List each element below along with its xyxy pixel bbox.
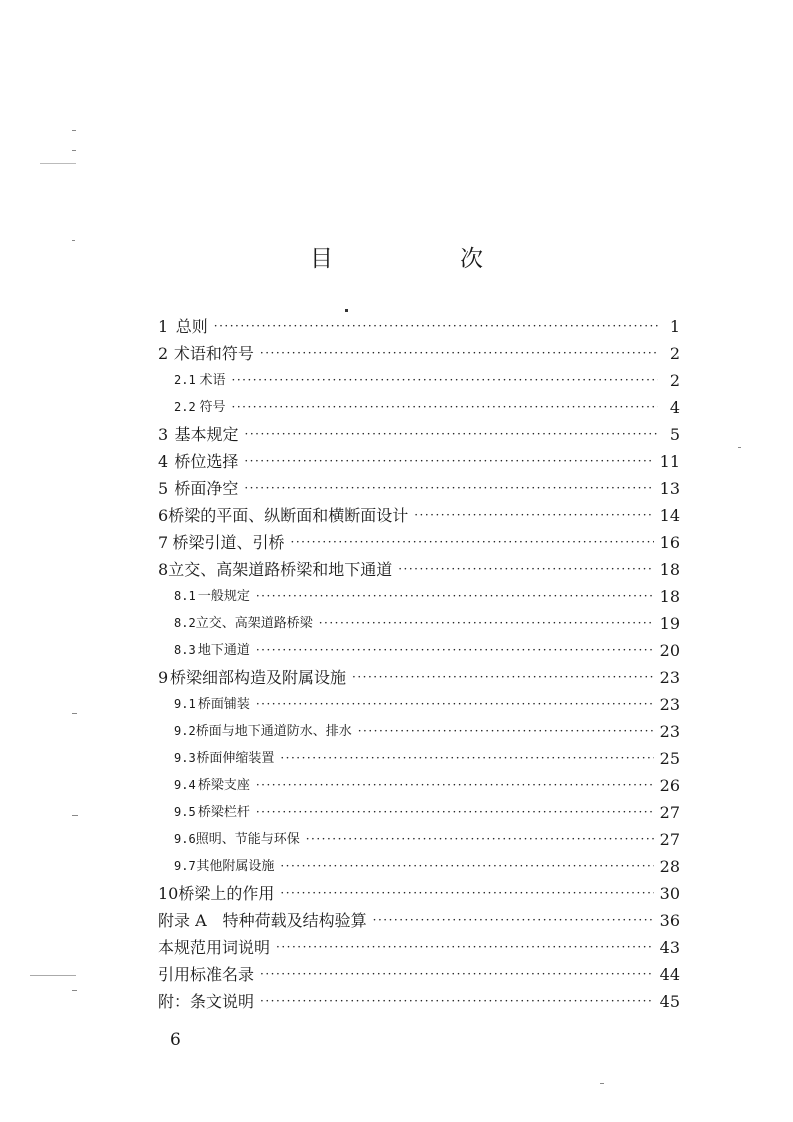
dot-leader bbox=[358, 718, 654, 745]
toc-page-number: 1 bbox=[669, 317, 680, 336]
toc-number: 2.1 bbox=[174, 373, 196, 387]
toc-number: 8.1 bbox=[174, 589, 196, 603]
toc-number: 8.3 bbox=[174, 643, 196, 657]
toc-page-number: 11 bbox=[659, 452, 680, 471]
toc-title: 引用标准名录 bbox=[158, 965, 255, 984]
dot-leader bbox=[352, 664, 654, 691]
toc-title: 桥梁引道、引桥 bbox=[172, 533, 285, 552]
toc-page-number: 19 bbox=[659, 614, 680, 633]
dot-leader bbox=[232, 367, 658, 394]
dot-leader bbox=[276, 934, 654, 961]
toc-subentry bbox=[158, 799, 680, 826]
toc-title: 附录 A 特种荷载及结构验算 bbox=[158, 911, 367, 930]
toc-number: 9.3 bbox=[174, 751, 196, 765]
dot-leader bbox=[414, 502, 653, 529]
toc-page-number: 2 bbox=[669, 371, 680, 390]
toc-page-number: 27 bbox=[659, 830, 680, 849]
toc-subentry bbox=[158, 691, 680, 718]
dot-leader bbox=[256, 772, 654, 799]
toc-title: 桥面与地下通道防水、排水 bbox=[195, 724, 352, 739]
dot-leader bbox=[256, 691, 654, 718]
toc-page-number: 5 bbox=[669, 425, 680, 444]
toc-number: 9.6 bbox=[174, 832, 196, 846]
dot-leader bbox=[280, 880, 653, 907]
dot-leader bbox=[260, 988, 654, 1015]
toc-page-number: 23 bbox=[659, 695, 680, 714]
page-number: 6 bbox=[170, 1030, 181, 1050]
dot-leader bbox=[244, 475, 653, 502]
toc-page-number: 2 bbox=[669, 344, 680, 363]
toc-title: 桥面伸缩装置 bbox=[196, 751, 275, 766]
toc-title: 地下通道 bbox=[197, 643, 250, 658]
toc-page-number: 14 bbox=[659, 506, 680, 525]
toc-number: 4 bbox=[158, 452, 169, 471]
toc-title: 基本规定 bbox=[174, 425, 239, 444]
toc-page-number: 18 bbox=[659, 587, 680, 606]
toc-title: 桥面净空 bbox=[174, 479, 239, 498]
dot-leader bbox=[256, 583, 654, 610]
toc-page-number: 25 bbox=[659, 749, 680, 768]
toc-number: 8.2 bbox=[174, 616, 196, 630]
toc-subentry bbox=[158, 745, 680, 772]
dot-leader bbox=[214, 313, 658, 340]
toc-number: 2 bbox=[158, 344, 169, 363]
toc-entry bbox=[158, 907, 680, 934]
toc-subentry bbox=[158, 853, 680, 880]
toc-title: 本规范用词说明 bbox=[158, 938, 271, 957]
toc-page-number: 36 bbox=[659, 911, 680, 930]
toc-number: 9 bbox=[158, 668, 169, 687]
toc-entry bbox=[158, 961, 680, 988]
toc-number: 9.4 bbox=[174, 778, 196, 792]
toc-page-number: 28 bbox=[659, 857, 680, 876]
toc-title: 符号 bbox=[199, 400, 226, 415]
toc-title: 照明、节能与环保 bbox=[195, 832, 300, 847]
toc-number: 9.1 bbox=[174, 697, 196, 711]
dot-leader bbox=[291, 529, 654, 556]
page-title: 目 次 bbox=[310, 246, 535, 272]
toc-subentry bbox=[158, 718, 680, 745]
toc-page-number: 30 bbox=[659, 884, 680, 903]
toc-title: 附：条文说明 bbox=[158, 992, 255, 1011]
toc-number: 9.2 bbox=[174, 724, 196, 738]
toc-page-number: 4 bbox=[669, 398, 680, 417]
dot-leader bbox=[232, 394, 658, 421]
toc-subentry bbox=[158, 394, 680, 421]
toc-page-number: 45 bbox=[659, 992, 680, 1011]
toc-subentry bbox=[158, 772, 680, 799]
toc-title: 总则 bbox=[175, 317, 208, 336]
toc-subentry bbox=[158, 367, 680, 394]
toc-entry bbox=[158, 421, 680, 448]
toc-page-number: 43 bbox=[659, 938, 680, 957]
toc-page-number: 26 bbox=[659, 776, 680, 795]
dot-leader bbox=[280, 853, 653, 880]
dot-leader bbox=[260, 961, 654, 988]
toc-page-number: 23 bbox=[659, 668, 680, 687]
dot-leader bbox=[245, 421, 658, 448]
toc-page-number: 18 bbox=[659, 560, 680, 579]
toc-entry bbox=[158, 313, 680, 340]
dot-leader bbox=[398, 556, 653, 583]
toc-page-number: 27 bbox=[659, 803, 680, 822]
dot-leader bbox=[280, 745, 653, 772]
toc-entry bbox=[158, 664, 680, 691]
table-of-contents bbox=[158, 313, 680, 1015]
toc-title: 桥面铺装 bbox=[197, 697, 250, 712]
toc-number: 2.2 bbox=[174, 400, 196, 414]
toc-number: 8 bbox=[158, 560, 169, 579]
toc-page-number: 20 bbox=[659, 641, 680, 660]
toc-page-number: 16 bbox=[659, 533, 680, 552]
toc-subentry bbox=[158, 826, 680, 853]
dot-leader bbox=[256, 799, 654, 826]
toc-title: 立交、高架道路桥梁 bbox=[195, 616, 313, 631]
toc-number: 9.5 bbox=[174, 805, 196, 819]
toc-title: 桥梁上的作用 bbox=[178, 884, 275, 903]
toc-entry bbox=[158, 556, 680, 583]
toc-title: 术语 bbox=[199, 373, 226, 388]
toc-title: 桥梁支座 bbox=[197, 778, 250, 793]
toc-subentry bbox=[158, 610, 680, 637]
dot-leader bbox=[260, 340, 658, 367]
toc-entry bbox=[158, 475, 680, 502]
toc-subentry bbox=[158, 583, 680, 610]
toc-page-number: 44 bbox=[659, 965, 680, 984]
toc-title: 桥梁细部构造及附属设施 bbox=[170, 668, 347, 687]
toc-page-number: 23 bbox=[659, 722, 680, 741]
dot-leader bbox=[373, 907, 654, 934]
dot-leader bbox=[306, 826, 654, 853]
toc-title: 立交、高架道路桥梁和地下通道 bbox=[168, 560, 393, 579]
toc-title: 桥梁栏杆 bbox=[197, 805, 250, 820]
toc-entry bbox=[158, 529, 680, 556]
toc-entry bbox=[158, 934, 680, 961]
toc-subentry bbox=[158, 637, 680, 664]
toc-number: 6 bbox=[158, 506, 169, 525]
dot-leader bbox=[256, 637, 654, 664]
toc-entry bbox=[158, 448, 680, 475]
toc-page-number: 13 bbox=[659, 479, 680, 498]
toc-title: 一般规定 bbox=[197, 589, 250, 604]
toc-entry bbox=[158, 502, 680, 529]
toc-title: 术语和符号 bbox=[173, 344, 254, 363]
toc-title: 桥位选择 bbox=[174, 452, 239, 471]
dot-leader bbox=[244, 448, 653, 475]
toc-number: 7 bbox=[158, 533, 169, 552]
toc-title: 其他附属设施 bbox=[196, 859, 275, 874]
toc-number: 10 bbox=[158, 884, 179, 903]
dot-leader bbox=[319, 610, 654, 637]
toc-title: 桥梁的平面、纵断面和横断面设计 bbox=[168, 506, 409, 525]
toc-number: 3 bbox=[158, 425, 169, 444]
toc-entry bbox=[158, 880, 680, 907]
toc-entry bbox=[158, 988, 680, 1015]
toc-number: 5 bbox=[158, 479, 169, 498]
toc-number: 9.7 bbox=[174, 859, 196, 873]
toc-number: 1 bbox=[158, 317, 169, 336]
toc-entry bbox=[158, 340, 680, 367]
